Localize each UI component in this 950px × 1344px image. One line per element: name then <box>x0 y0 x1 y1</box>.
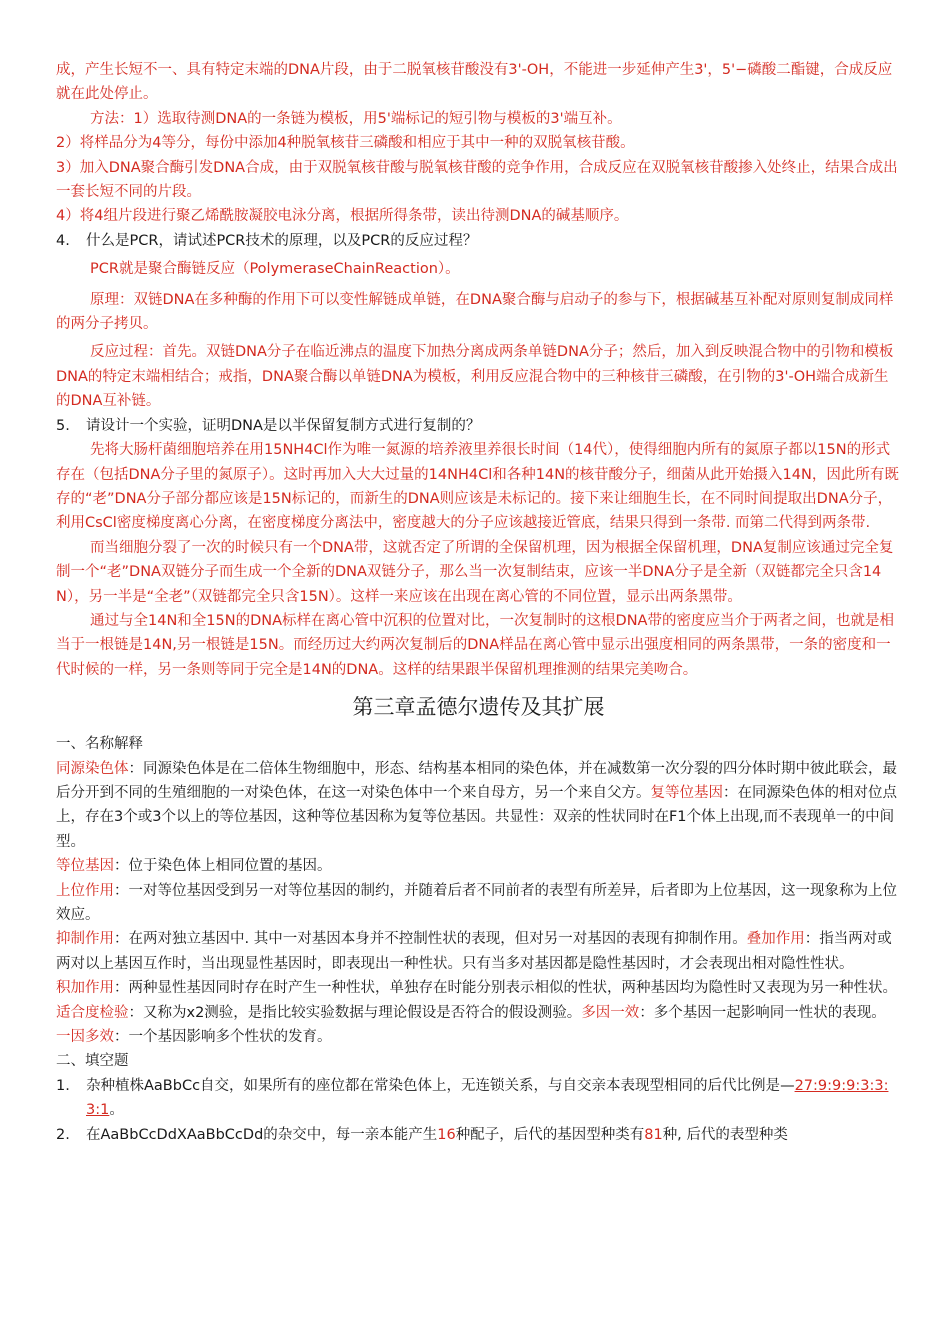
fill-question-2 <box>56 1123 901 1147</box>
paragraph: 成，产生长短不一、具有特定末端的DNA片段，由于二脱氧核苷酸没有3'-OH，不能进一步延伸产生3'，5'−磷酸二酯键，合成反应就在此处停止。 <box>56 62 893 103</box>
term-definition <box>56 879 901 928</box>
paragraph: 2）将样品分为4等分，每份中添加4种脱氧核苷三磷酸和相应于其中一种的双脱氧核苷酸。 <box>56 135 635 152</box>
question-text: 请设计一个实验，证明DNA是以半保留复制方式进行复制的？ <box>86 417 481 434</box>
paragraph: 3）加入DNA聚合酶引发DNA合成，由于双脱氧核苷酸与脱氧核苷酸的竞争作用，合成反应在双脱氧核苷酸掺入处终止，结果合成出一套长短不同的片段。 <box>56 159 898 201</box>
definition: ：指当两对或两对以上基因互作时，当出现显性基因时，即表现出一种性状。只有当多对基因都是隐性基因时，才会表现出相对隐性性状。 <box>56 931 892 972</box>
answer-paragraph: 先将大肠杆菌细胞培养在用15NH4Cl作为唯一氮源的培养液里养很长时间（14代），使得细胞内所有的氮原子都以15N的形式存在（包括DNA分子里的氮原子）。这时再加入大大过量的14NH4Cl和各种14N的核苷酸分子，细菌从此开始摄入14N，因此所有既存的“老”DNA分子部分都应该是15N标记的，而新生的DNA则应该是未标记的。接下来让细胞生长，在不同时间提取出DNA分子，利用CsCl密度梯度离心分离，在密度梯度分离法中，密度越大的分子应该越接近管底，结果只得到一条带. 而第二代得到两条带. <box>56 442 899 532</box>
paragraph: 方法：1）选取待测DNA的一条链为模板，用5'端标记的短引物与模板的3'端互补。 <box>90 110 622 127</box>
section-heading: 一、名称解释 <box>56 736 143 753</box>
term: 积加作用 <box>56 980 114 997</box>
question-text: 种配子，后代的基因型种类有 <box>455 1126 645 1143</box>
question-body <box>86 1074 901 1123</box>
section-heading: 二、填空题 <box>56 1053 129 1070</box>
question-number: 4. <box>56 232 70 249</box>
document-page <box>56 58 901 1147</box>
answer-paragraph: 原理：双链DNA在多种酶的作用下可以变性解链成单链，在DNA聚合酶与启动子的参与下，根据碱基互补配对原则复制成同样的两分子拷贝。 <box>56 291 894 333</box>
term: 同源染色体 <box>56 760 129 777</box>
term: 复等位基因 <box>650 784 723 801</box>
question-5 <box>56 414 901 438</box>
term: 多因一效 <box>581 1004 640 1021</box>
paragraph: 4）将4组片段进行聚乙烯酰胺凝胶电泳分离，根据所得条带，读出待测DNA的碱基顺序。 <box>56 208 629 225</box>
definition: ：两种显性基因同时存在时产生一种性状，单独存在时能分别表示相似的性状，两种基因均为隐性时又表现为另一种性状。 <box>114 980 897 997</box>
answer-paragraph: 而当细胞分裂了一次的时候只有一个DNA带，这就否定了所谓的全保留机理，因为根据全保留机理，DNA复制应该通过完全复制一个“老”DNA双链分子而生成一个全新的DNA双链分子，那么当一次复制结束，应该一半DNA分子是全新（双链都完全只含14N），另一半是“全老”（双链都完全只含15N）。这样一来应该在出现在离心管的不同位置，显示出两条黑带。 <box>56 539 894 605</box>
definition: ：一个基因影响多个性状的发育。 <box>114 1029 332 1046</box>
question-number: 2. <box>56 1126 70 1143</box>
term-definition <box>56 854 901 878</box>
definition: ：一对等位基因受到另一对等位基因的制约，并随着后者不同前者的表型有所差异，后者即为上位基因，这一现象称为上位效应。 <box>56 882 897 923</box>
question-text: 。 <box>109 1102 124 1119</box>
question-text: 在AaBbCcDdXAaBbCcDd的杂交中，每一亲本能产生 <box>86 1126 438 1143</box>
definition: ：在两对独立基因中. 其中一对基因本身并不控制性状的表现，但对另一对基因的表现有抑制作用。 <box>114 931 747 948</box>
question-4 <box>56 229 901 253</box>
definition: ：多个基因一起影响同一性状的表现。 <box>639 1004 886 1021</box>
question-number: 1. <box>56 1077 70 1094</box>
question-text: 什么是PCR，请试述PCR技术的原理，以及PCR的反应过程？ <box>86 232 478 249</box>
term-definition <box>56 1001 901 1025</box>
question-number: 5. <box>56 417 70 434</box>
answer-paragraph: 通过与全14N和全15N的DNA标样在离心管中沉积的位置对比，一次复制时的这根DNA带的密度应当介于两者之间，也就是相当于一根链是14N,另一根链是15N。而经历过大约两次复制后的DNA样品在离心管中显示出强度相同的两条黑带，一条的密度和一代时候的一样，另一条则等同于完全是14N的DNA。这样的结果跟半保留机理推测的结果完美吻合。 <box>56 612 894 678</box>
definition: ：同源染色体是在二倍体生物细胞中，形态、结构基本相同的染色体，并在减数第一次分裂的四分体时期中彼此联会，最后分开到不同的生殖细胞的一对染色体，在这一对染色体中一个来自母方，另一个来自父方。 <box>56 760 897 801</box>
term: 上位作用 <box>56 882 114 899</box>
term: 一因多效 <box>56 1029 114 1046</box>
question-body <box>86 1123 788 1147</box>
question-text: 杂种植株AaBbCc自交，如果所有的座位都在常染色体上，无连锁关系，与自交亲本表现型相同的后代比例是 <box>86 1077 781 1094</box>
answer-blank: 16 <box>437 1126 456 1143</box>
term: 叠加作用 <box>746 931 805 948</box>
answer-blank: 81 <box>644 1126 663 1143</box>
blank-prefix: — <box>780 1077 795 1094</box>
definition: ：在同源染色体的相对位点上，存在3个或3个以上的等位基因，这种等位基因称为复等位基因。共显性：双亲的性状同时在F1个体上出现,而不表现单一的中间型。 <box>56 784 897 850</box>
term: 适合度检验 <box>56 1004 129 1021</box>
answer-blank: 27:9:9:9:3:3:3:1 <box>86 1077 889 1119</box>
fill-question-1 <box>56 1074 901 1123</box>
chapter-title: 第三章孟德尔遗传及其扩展 <box>352 695 605 720</box>
term: 等位基因 <box>56 858 114 875</box>
term-definition <box>56 757 901 855</box>
answer-paragraph: 反应过程：首先。双链DNA分子在临近沸点的温度下加热分离成两条单链DNA分子；然后，加入到反映混合物中的引物和模板DNA的特定末端相结合；戒指，DNA聚合酶以单链DNA为模板，利用反应混合物中的三种核苷三磷酸，在引物的3'-OH端合成新生的DNA互补链。 <box>56 344 894 410</box>
term: 抑制作用 <box>56 931 114 948</box>
term-definition <box>56 976 901 1000</box>
term-definition <box>56 1025 901 1049</box>
definition: ：又称为x2测验，是指比较实验数据与理论假设是否符合的假设测验。 <box>128 1004 582 1021</box>
definition: ：位于染色体上相同位置的基因。 <box>114 858 332 875</box>
term-definition <box>56 927 901 976</box>
answer-paragraph: PCR就是聚合酶链反应（PolymeraseChainReaction）。 <box>90 261 460 278</box>
question-text: 种, 后代的表型种类 <box>662 1126 788 1143</box>
